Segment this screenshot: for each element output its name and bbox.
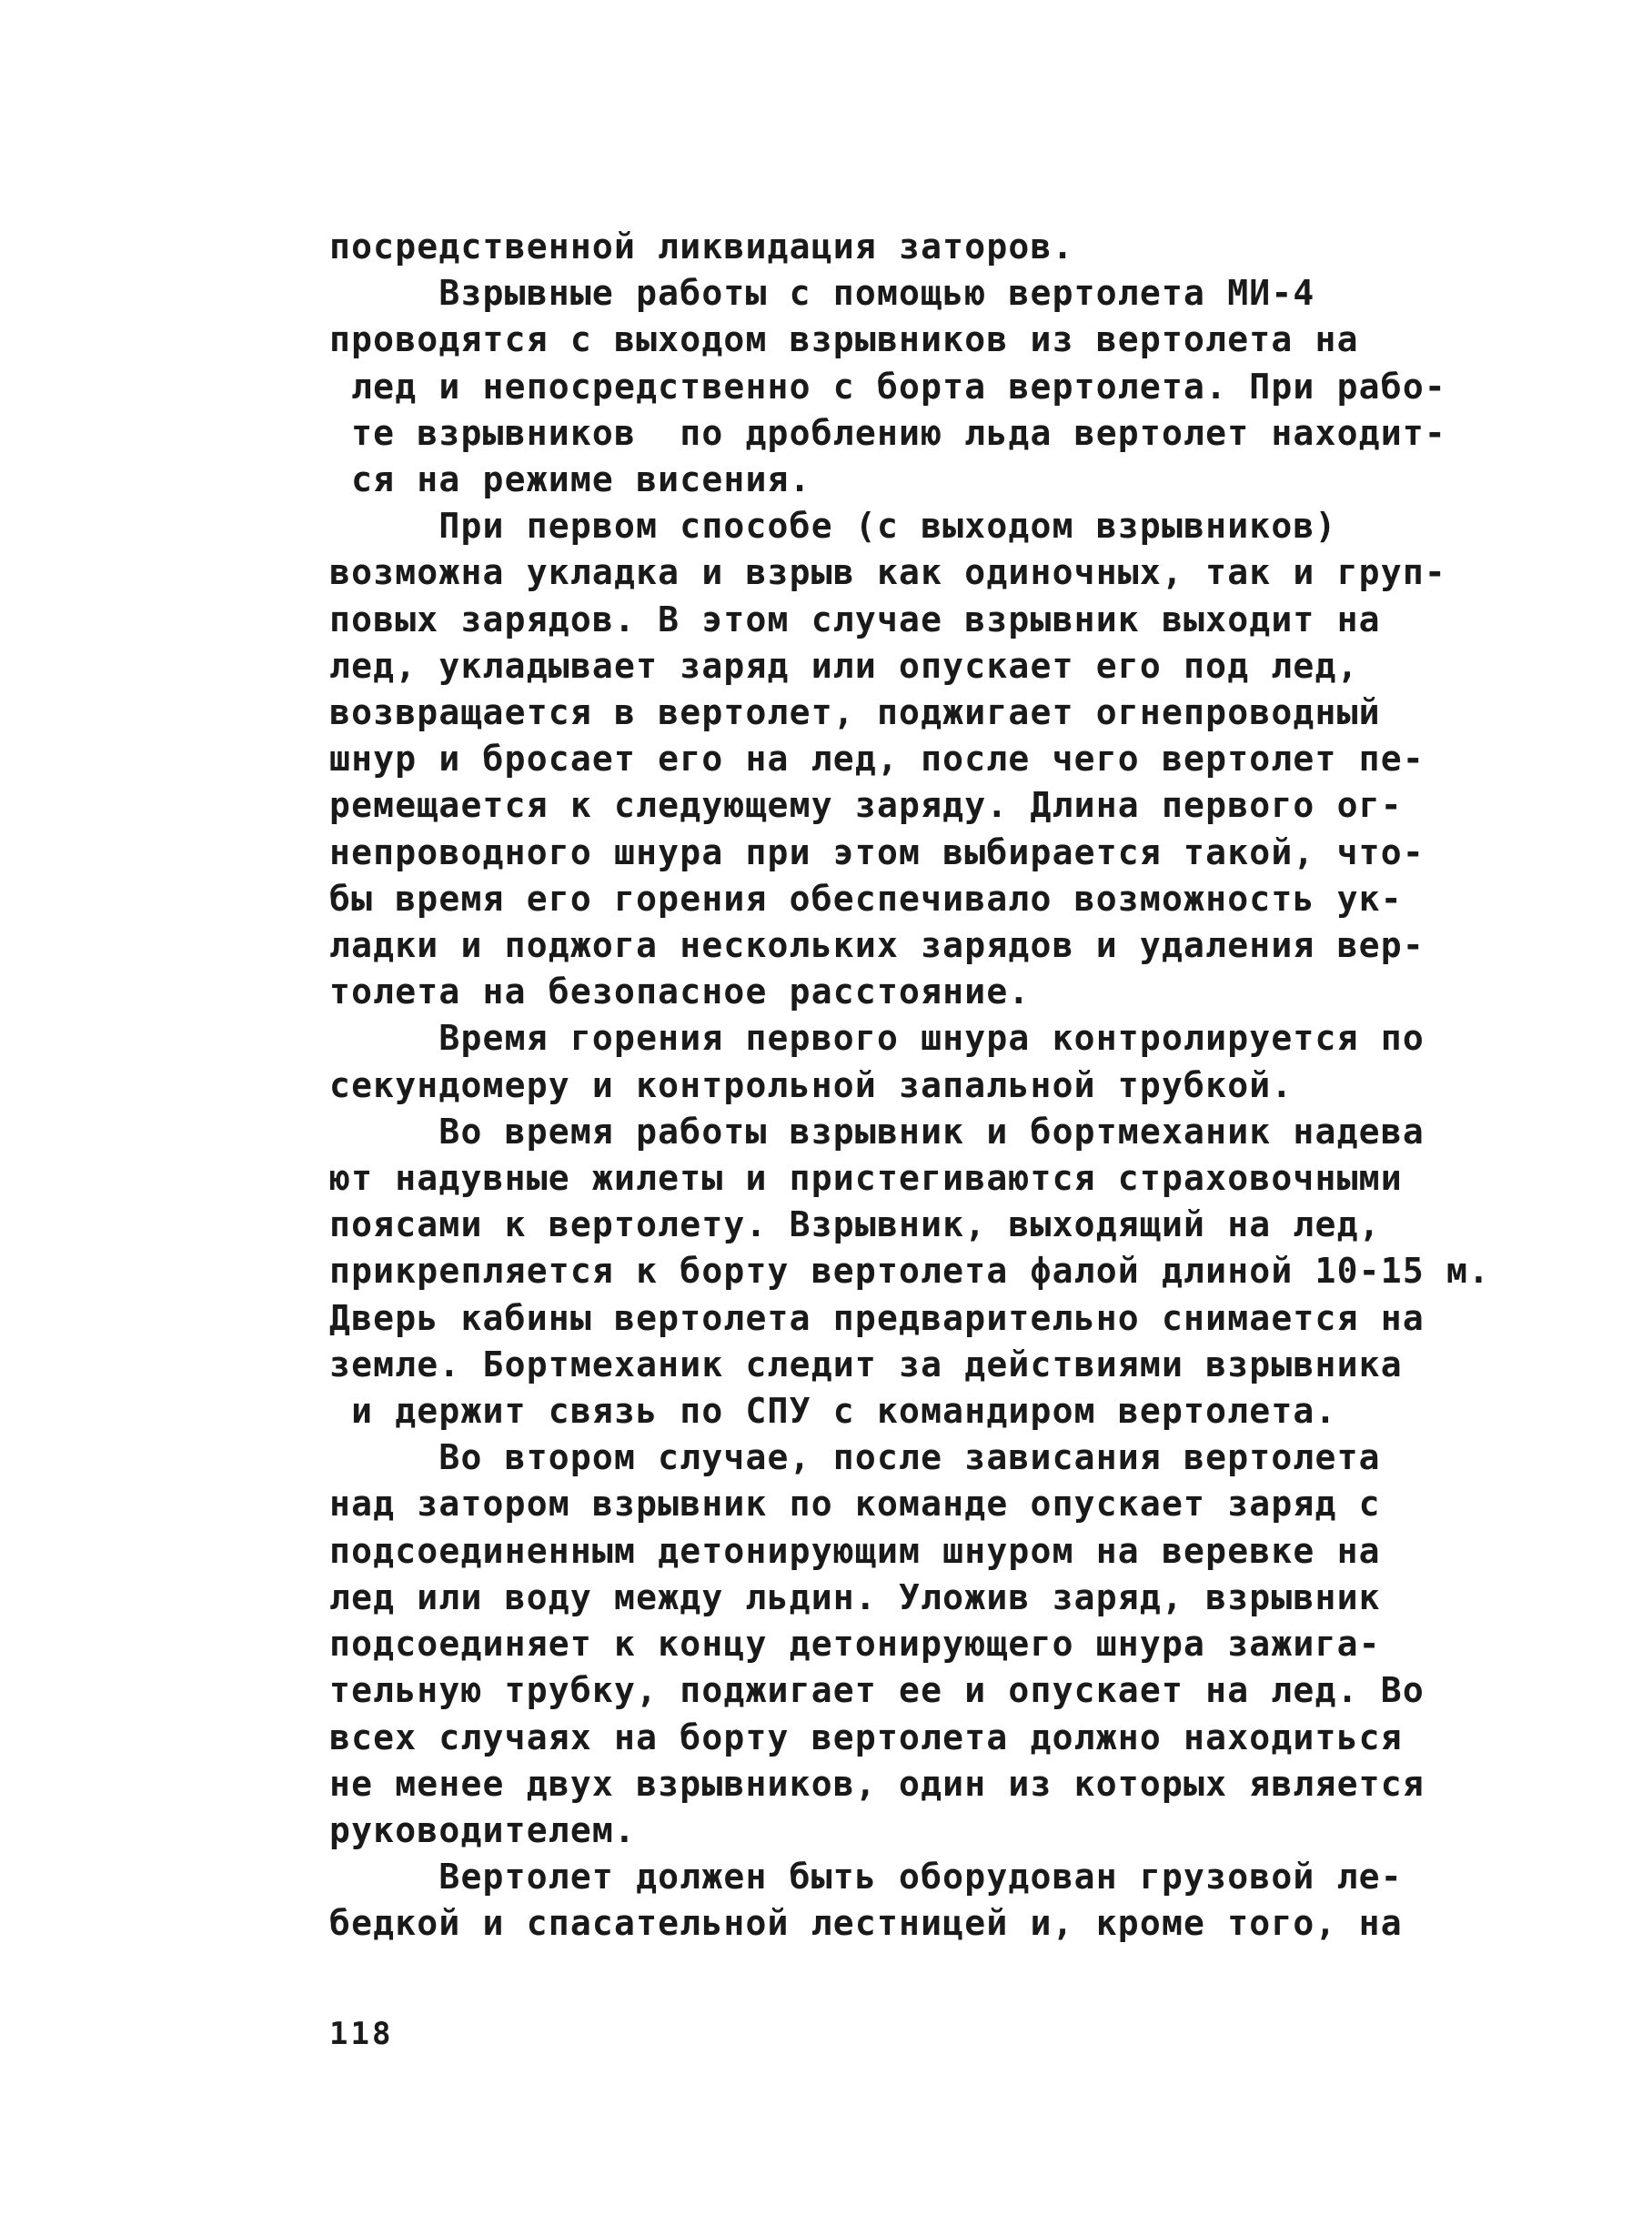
text-line: лед, укладывает заряд или опускает его под лед, <box>329 645 1359 686</box>
text-line: ют надувные жилеты и пристегиваются страховочными <box>329 1158 1403 1199</box>
text-line: земле. Бортмеханик следит за действиями взрывника <box>329 1344 1403 1384</box>
text-line: лед или воду между льдин. Уложив заряд, взрывник <box>329 1576 1381 1617</box>
text-line: ремещается к следующему заряду. Длина первого ог- <box>329 785 1403 826</box>
text-line: Время горения первого шнура контролируется по <box>329 1018 1425 1059</box>
text-line: шнур и бросает его на лед, после чего вертолет пе- <box>329 739 1425 780</box>
text-line: возможна укладка и взрыв как одиночных, так и груп- <box>329 552 1446 593</box>
body-text <box>329 224 1512 1948</box>
text-line: секундомеру и контрольной запальной трубкой. <box>329 1064 1294 1105</box>
text-line: Вертолет должен быть оборудован грузовой ле- <box>329 1857 1403 1898</box>
text-line: те взрывников по дроблению льда вертолет находит- <box>329 412 1446 453</box>
text-line: подсоединяет к концу детонирующего шнура зажига- <box>329 1624 1381 1665</box>
text-line: проводятся с выходом взрывников из вертолета на <box>329 319 1359 360</box>
text-line: непроводного шнура при этом выбирается такой, что- <box>329 831 1425 872</box>
text-line: Дверь кабины вертолета предварительно снимается на <box>329 1297 1425 1338</box>
text-line: руководителем. <box>329 1809 637 1850</box>
text-line: ся на режиме висения. <box>329 459 811 500</box>
text-line: не менее двух взрывников, один из которых является <box>329 1763 1425 1804</box>
text-line: ладки и поджога нескольких зарядов и удаления вер- <box>329 925 1425 966</box>
text-line: Во втором случае, после зависания вертолета <box>329 1437 1381 1478</box>
text-line: бедкой и спасательной лестницей и, кроме того, на <box>329 1903 1403 1944</box>
text-line: посредственной ликвидация заторов. <box>329 227 1074 267</box>
text-line: подсоединенным детонирующим шнуром на веревке на <box>329 1530 1381 1571</box>
text-line: и держит связь по СПУ с командиром вертолета. <box>329 1391 1337 1432</box>
text-line: Во время работы взрывник и бортмеханик надева <box>329 1111 1425 1152</box>
page-number: 118 <box>329 2016 394 2052</box>
text-line: толета на безопасное расстояние. <box>329 972 1031 1012</box>
text-line: поясами к вертолету. Взрывник, выходящий на лед, <box>329 1204 1381 1245</box>
text-line: бы время его горения обеспечивало возможность ук- <box>329 878 1403 919</box>
text-line: Взрывные работы с помощью вертолета МИ-4 <box>329 273 1315 314</box>
text-line: лед и непосредственно с борта вертолета. При рабо- <box>329 366 1446 407</box>
text-line: всех случаях на борту вертолета должно находиться <box>329 1717 1403 1757</box>
text-line: тельную трубку, поджигает ее и опускает на лед. Во <box>329 1670 1425 1711</box>
text-line: возвращается в вертолет, поджигает огнепроводный <box>329 692 1381 733</box>
text-line: При первом способе (с выходом взрывников) <box>329 506 1337 547</box>
text-line: прикрепляется к борту вертолета фалой длиной 10-15 м. <box>329 1251 1491 1292</box>
text-line: повых зарядов. В этом случае взрывник выходит на <box>329 599 1381 639</box>
text-line: над затором взрывник по команде опускает заряд с <box>329 1484 1381 1525</box>
